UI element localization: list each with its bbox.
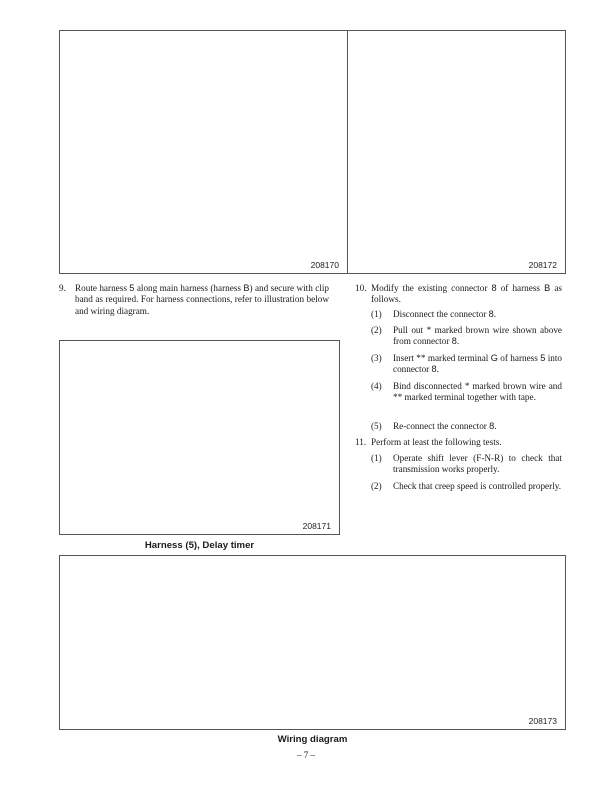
figure-number: 208173 bbox=[528, 716, 557, 726]
step-text: Modify the existing connector 8 of harness B as follows. bbox=[371, 283, 562, 305]
figure-number: 208172 bbox=[528, 260, 557, 270]
step-text: Route harness 5 along main harness (harness B) and secure with clip band as required. For harness connections, refer to illustration below and wiring diagram. bbox=[75, 283, 329, 316]
caption-harness: Harness (5), Delay timer bbox=[144, 540, 255, 551]
figure-number: 208170 bbox=[310, 260, 339, 270]
figure-number: 208171 bbox=[302, 521, 331, 531]
figure-harness-delay-timer bbox=[59, 340, 340, 535]
figure-top-right bbox=[347, 30, 566, 274]
page-number: – 7 – bbox=[297, 750, 315, 760]
step-text: Perform at least the following tests. bbox=[371, 437, 502, 447]
step-number: 10. bbox=[355, 283, 367, 293]
step-number: 9. bbox=[59, 283, 66, 293]
caption-wiring: Wiring diagram bbox=[277, 734, 348, 745]
step-number: 11. bbox=[355, 437, 367, 447]
figure-top-left bbox=[59, 30, 348, 274]
figure-wiring-diagram bbox=[59, 555, 566, 730]
